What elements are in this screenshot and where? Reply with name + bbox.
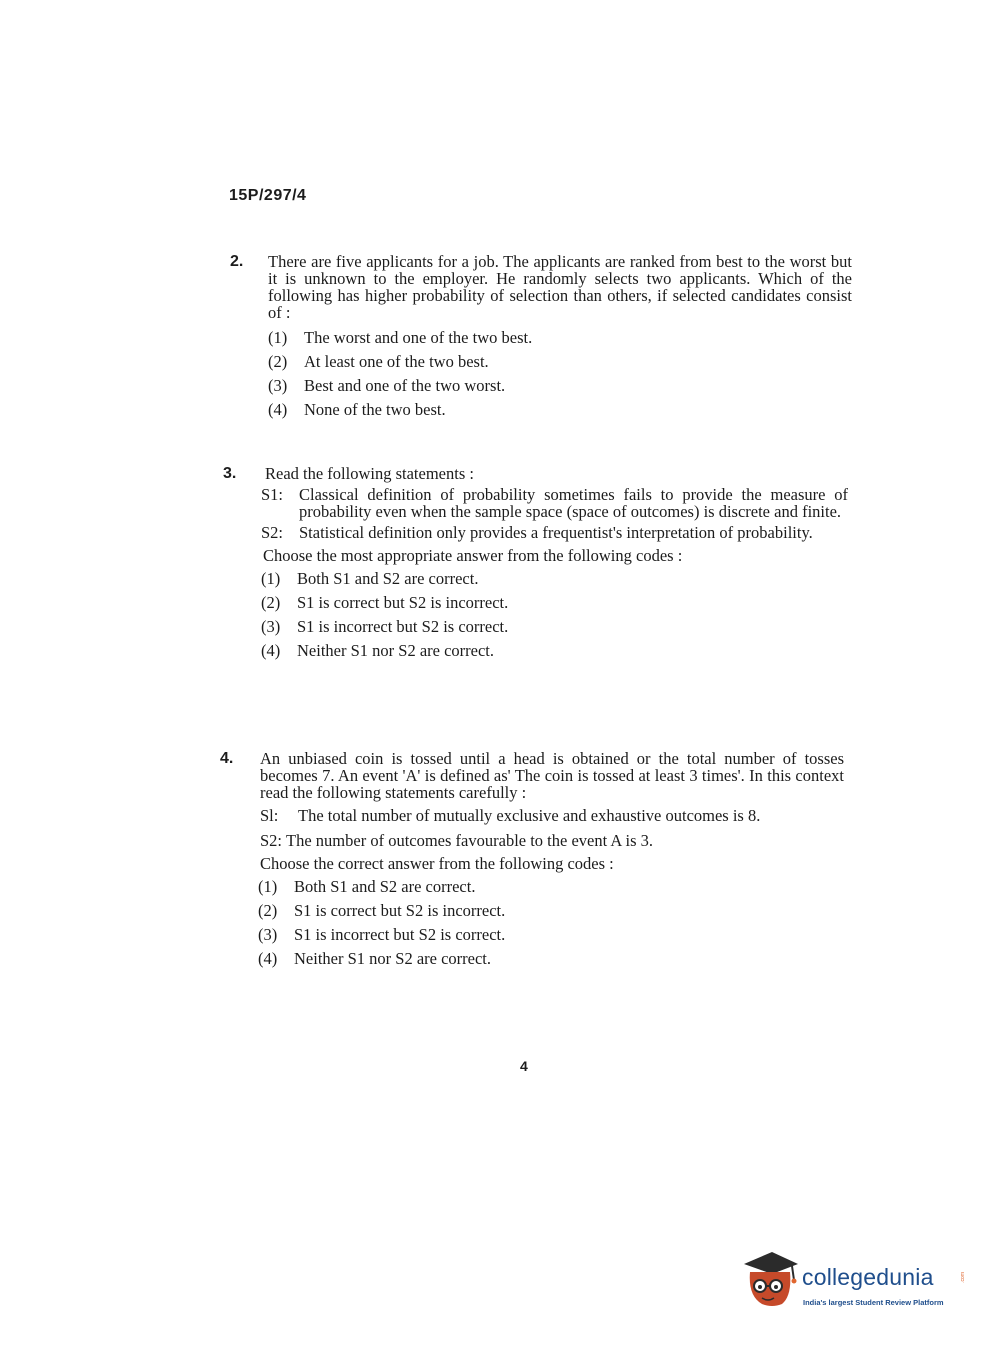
question-number: 2. — [230, 253, 244, 270]
option-text: Neither S1 nor S2 are correct. — [297, 641, 495, 660]
statement-text: Statistical definition only provides a frequentist's interpretation of probability. — [299, 523, 813, 542]
statement-label: S2: — [261, 523, 284, 542]
collegedunia-logo[interactable] — [742, 1250, 972, 1320]
option-label: (2) — [261, 593, 281, 612]
option-label: (4) — [258, 949, 278, 968]
statement-s2 — [261, 524, 848, 541]
options-list — [258, 878, 844, 974]
option-2 — [261, 594, 848, 618]
statement-text: The total number of mutually exclusive and exhaustive outcomes is 8. — [298, 806, 761, 825]
option-4 — [258, 950, 844, 974]
statement-s2 — [260, 832, 844, 849]
question-4 — [220, 750, 844, 974]
question-3 — [223, 465, 848, 666]
option-label: (4) — [261, 641, 281, 660]
option-label: (2) — [258, 901, 278, 920]
statement-s1 — [260, 807, 844, 824]
codes-instruction: Choose the most appropriate answer from the following codes : — [263, 546, 683, 565]
option-3 — [261, 618, 848, 642]
statements-list — [260, 807, 844, 849]
statement-text: The number of outcomes favourable to the event A is 3. — [286, 831, 654, 850]
option-text: Best and one of the two worst. — [304, 376, 506, 395]
option-2 — [258, 902, 844, 926]
page-number: 4 — [520, 1058, 528, 1074]
option-label: (3) — [261, 617, 281, 636]
codes-instruction: Choose the correct answer from the following codes : — [260, 854, 614, 873]
statement-label: S1: — [261, 485, 284, 504]
statements-list — [261, 486, 848, 541]
question-stem: Read the following statements : — [265, 464, 474, 483]
option-label: (1) — [261, 569, 281, 588]
paper-code: 15P/297/4 — [229, 187, 307, 204]
question-stem: There are five applicants for a job. The applicants are ranked from best to the worst but it is unknown to the employer. He randomly selects two applicants. Which of the following has higher probability of selection than others, if selected candidates consist of : — [268, 252, 852, 322]
question-number: 3. — [223, 465, 237, 482]
statement-label: Sl: — [260, 806, 279, 825]
statement-s1 — [261, 486, 848, 520]
option-text: S1 is incorrect but S2 is correct. — [297, 617, 509, 636]
options-list — [268, 329, 852, 425]
option-label: (3) — [258, 925, 278, 944]
mascot-logo-icon — [742, 1250, 800, 1316]
statement-text: Classical definition of probability sometimes fails to provide the measure of probability even when the sample space (space of outcomes) is discrete and finite. — [299, 485, 848, 521]
statement-label: S2: — [260, 831, 283, 850]
option-label: (1) — [258, 877, 278, 896]
question-stem: An unbiased coin is tossed until a head is obtained or the total number of tosses becomes 7. An event 'A' is defined as' The coin is tossed at least 3 times'. In this context read the following statements carefully : — [260, 749, 844, 802]
option-4 — [268, 401, 852, 425]
option-label: (2) — [268, 352, 288, 371]
option-text: Both S1 and S2 are correct. — [294, 877, 476, 896]
question-number: 4. — [220, 750, 234, 767]
option-text: S1 is correct but S2 is incorrect. — [294, 901, 506, 920]
option-3 — [268, 377, 852, 401]
option-label: (3) — [268, 376, 288, 395]
options-list — [261, 570, 848, 666]
option-text: At least one of the two best. — [304, 352, 489, 371]
option-1 — [261, 570, 848, 594]
option-text: None of the two best. — [304, 400, 446, 419]
brand-tagline: India's largest Student Review Platform — [803, 1298, 944, 1307]
option-label: (1) — [268, 328, 288, 347]
brand-name: collegedunia — [802, 1264, 934, 1290]
option-text: Both S1 and S2 are correct. — [297, 569, 479, 588]
option-text: S1 is correct but S2 is incorrect. — [297, 593, 509, 612]
option-1 — [258, 878, 844, 902]
option-text: S1 is incorrect but S2 is correct. — [294, 925, 506, 944]
option-2 — [268, 353, 852, 377]
option-label: (4) — [268, 400, 288, 419]
option-1 — [268, 329, 852, 353]
question-2 — [230, 253, 852, 425]
option-3 — [258, 926, 844, 950]
option-text: Neither S1 nor S2 are correct. — [294, 949, 492, 968]
option-text: The worst and one of the two best. — [304, 328, 533, 347]
option-4 — [261, 642, 848, 666]
brand-domain-suffix: .com — [960, 1272, 966, 1283]
